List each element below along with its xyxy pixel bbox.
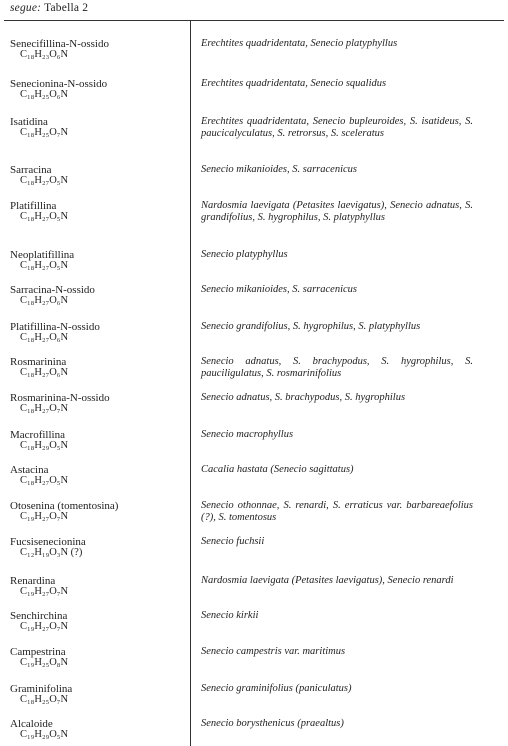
alkaloid-name: Astacina (10, 464, 49, 476)
molecular-formula: C₁₈H₂₅O₇N (20, 127, 69, 138)
molecular-formula: C₁₈H₂₉O₅N (20, 440, 69, 451)
alkaloid-name: Macrofillina (10, 429, 65, 441)
plant-sources: Senecio grandifolius, S. hygrophilus, S. platyphyllus (201, 321, 421, 332)
molecular-formula: C₁₈H₂₇O₆N (20, 367, 69, 378)
plant-sources: Senecio othonnae, S. renardi, S. erraticus var. barbareaefolius (?), S. tomentosus (201, 500, 473, 523)
molecular-formula: C₁₈H₂₇O₇N (20, 403, 69, 414)
alkaloid-name: Platifillina-N-ossido (10, 321, 100, 333)
alkaloid-name: Isatidina (10, 116, 48, 128)
molecular-formula: C₁₉H₂₇O₇N (20, 621, 69, 632)
alkaloid-name: Graminifolina (10, 683, 73, 695)
alkaloid-name: Sarracina-N-ossido (10, 284, 95, 296)
molecular-formula: C₁₉H₂₉O₅N (20, 729, 69, 740)
alkaloid-name: Alcaloide (10, 718, 53, 730)
alkaloid-name: Senecifillina-N-ossido (10, 38, 109, 50)
plant-sources: Senecio kirkii (201, 610, 259, 621)
plant-sources: Senecio borysthenicus (praealtus) (201, 718, 344, 729)
molecular-formula: C₁₈H₂₃O₆N (20, 49, 69, 60)
plant-sources: Nardosmia laevigata (Petasites laevigatus), Senecio adnatus, S. grandifolius, S. hygrophilus, S. platyphyllus (201, 200, 473, 223)
molecular-formula: C₁₈H₂₇O₆N (20, 332, 69, 343)
alkaloid-name: Fucsisenecionina (10, 536, 86, 548)
molecular-formula: C₁₈H₂₇O₅N (20, 475, 69, 486)
table-top-rule (4, 20, 504, 21)
plant-sources: Senecio mikanioides, S. sarracenicus (201, 284, 358, 295)
alkaloid-name: Platifillina (10, 200, 57, 212)
alkaloid-name: Neoplatifillina (10, 249, 75, 261)
plant-sources: Senecio campestris var. maritimus (201, 646, 346, 657)
plant-sources: Senecio fuchsii (201, 536, 265, 547)
molecular-formula: C₁₈H₂₇O₅N (20, 211, 69, 222)
plant-sources: Cacalia hastata (Senecio sagittatus) (201, 464, 354, 475)
plant-sources: Senecio macrophyllus (201, 429, 294, 440)
molecular-formula: C₁₈H₂₅O₇N (20, 694, 69, 705)
alkaloid-name: Senchirchina (10, 610, 68, 622)
molecular-formula: C₁₈H₂₇O₆N (20, 295, 69, 306)
caption-table-number: Tabella 2 (41, 2, 89, 14)
plant-sources: Erechtites quadridentata, Senecio bupleuroides, S. isatideus, S. paucicalyculatus, S. retrorsus, S. sceleratus (201, 116, 473, 139)
caption-italic: segue: (10, 2, 42, 14)
column-divider (190, 20, 191, 746)
molecular-formula: C₁₉H₂₅O₈N (20, 657, 69, 668)
molecular-formula: C₁₂H₁₉O₃N (?) (20, 547, 83, 558)
plant-sources: Senecio mikanioides, S. sarracenicus (201, 164, 358, 175)
plant-sources: Erechtites quadridentata, Senecio squalidus (201, 78, 387, 89)
alkaloid-name: Rosmarinina-N-ossido (10, 392, 110, 404)
molecular-formula: C₁₈H₂₇O₅N (20, 260, 69, 271)
table-caption (10, 2, 88, 14)
alkaloid-name: Renardina (10, 575, 56, 587)
molecular-formula: C₁₈H₂₇O₅N (20, 175, 69, 186)
plant-sources: Senecio graminifolius (paniculatus) (201, 683, 352, 694)
alkaloid-name: Senecionina-N-ossido (10, 78, 108, 90)
plant-sources: Erechtites quadridentata, Senecio platyphyllus (201, 38, 398, 49)
plant-sources: Senecio adnatus, S. brachypodus, S. hygrophilus (201, 392, 406, 403)
molecular-formula: C₁₈H₂₅O₆N (20, 89, 69, 100)
plant-sources: Nardosmia laevigata (Petasites laevigatus), Senecio renardi (201, 575, 454, 586)
molecular-formula: C₁₉H₂₇O₇N (20, 511, 69, 522)
alkaloid-name: Campestrina (10, 646, 66, 658)
plant-sources: Senecio adnatus, S. brachypodus, S. hygrophilus, S. pauciligulatus, S. rosmarinifolius (201, 356, 473, 379)
molecular-formula: C₁₉H₂₇O₇N (20, 586, 69, 597)
alkaloid-name: Sarracina (10, 164, 52, 176)
plant-sources: Senecio platyphyllus (201, 249, 288, 260)
alkaloid-name: Otosenina (tomentosina) (10, 500, 119, 512)
alkaloid-name: Rosmarinina (10, 356, 67, 368)
